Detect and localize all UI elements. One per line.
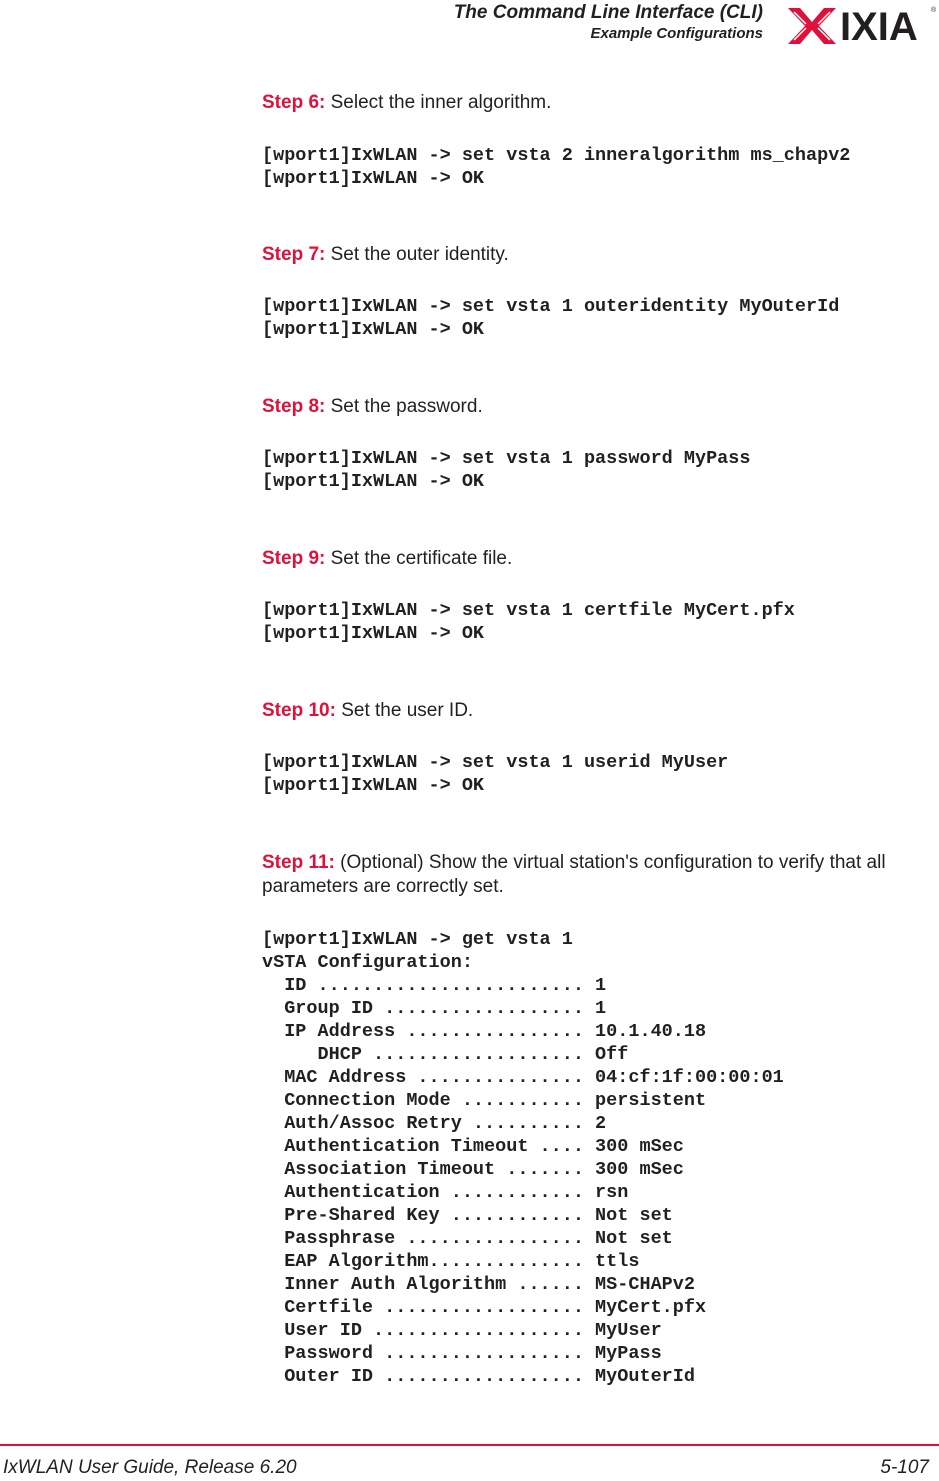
code-line: Authentication Timeout .... 300 mSec <box>262 1136 684 1157</box>
code-block <box>262 144 850 190</box>
code-block <box>262 751 728 797</box>
header-subtitle: Example Configurations <box>590 25 763 42</box>
step-instruction <box>262 547 922 571</box>
ixia-logo <box>786 2 938 46</box>
step-instruction <box>262 851 922 899</box>
step-label: Step 7: <box>262 244 326 265</box>
code-line: Auth/Assoc Retry .......... 2 <box>262 1113 607 1134</box>
code-line: Passphrase ................ Not set <box>262 1228 673 1249</box>
code-line: [wport1]IxWLAN -> OK <box>262 168 485 189</box>
ixia-x-mark-icon <box>788 8 836 44</box>
footer-page-number: 5-107 <box>880 1457 929 1478</box>
step-text: (Optional) Show the virtual station's configuration to verify that all parameters are correctly set. <box>262 852 886 897</box>
code-line: Authentication ............ rsn <box>262 1182 629 1203</box>
code-line: vSTA Configuration: <box>262 952 473 973</box>
code-line: EAP Algorithm.............. ttls <box>262 1251 640 1272</box>
code-line: [wport1]IxWLAN -> set vsta 1 password MyPass <box>262 448 751 469</box>
header-title: The Command Line Interface (CLI) <box>453 2 763 23</box>
step-label: Step 8: <box>262 396 326 417</box>
code-line: [wport1]IxWLAN -> set vsta 1 outeridentity MyOuterId <box>262 296 840 317</box>
code-line: [wport1]IxWLAN -> OK <box>262 319 485 340</box>
code-line: DHCP ................... Off <box>262 1044 629 1065</box>
code-line: Group ID .................. 1 <box>262 998 607 1019</box>
code-block <box>262 295 839 341</box>
step-text: Set the certificate file. <box>325 548 513 569</box>
step-label: Step 9: <box>262 548 326 569</box>
code-line: User ID ................... MyUser <box>262 1320 662 1341</box>
code-line: Outer ID .................. MyOuterId <box>262 1366 695 1387</box>
code-line: [wport1]IxWLAN -> OK <box>262 471 485 492</box>
footer-divider <box>0 1444 939 1446</box>
code-line: Association Timeout ....... 300 mSec <box>262 1159 684 1180</box>
step-instruction <box>262 91 922 115</box>
code-line: [wport1]IxWLAN -> get vsta 1 <box>262 929 573 950</box>
step-instruction <box>262 395 922 419</box>
code-block <box>262 599 795 645</box>
code-line: Certfile .................. MyCert.pfx <box>262 1297 707 1318</box>
logo-text: IXIA <box>840 5 918 46</box>
step-instruction <box>262 699 922 723</box>
step-label: Step 10: <box>262 700 336 721</box>
step-label: Step 6: <box>262 92 326 113</box>
code-line: MAC Address ............... 04:cf:1f:00:00:01 <box>262 1067 784 1088</box>
code-block <box>262 447 750 493</box>
step-text: Set the outer identity. <box>325 244 509 265</box>
code-line: Inner Auth Algorithm ...... MS-CHAPv2 <box>262 1274 695 1295</box>
code-line: ID ........................ 1 <box>262 975 607 996</box>
code-line: Connection Mode ........... persistent <box>262 1090 707 1111</box>
code-line: [wport1]IxWLAN -> OK <box>262 623 485 644</box>
code-line: Pre-Shared Key ............ Not set <box>262 1205 673 1226</box>
code-line: Password .................. MyPass <box>262 1343 662 1364</box>
step-text: Set the user ID. <box>335 700 474 721</box>
step-text: Select the inner algorithm. <box>325 92 552 113</box>
step-label: Step 11: <box>262 852 335 873</box>
step-text: Set the password. <box>325 396 483 417</box>
step-instruction <box>262 243 922 267</box>
code-line: IP Address ................ 10.1.40.18 <box>262 1021 707 1042</box>
footer-guide-title: IxWLAN User Guide, Release 6.20 <box>3 1457 297 1478</box>
code-line: [wport1]IxWLAN -> set vsta 1 userid MyUser <box>262 752 729 773</box>
code-line: [wport1]IxWLAN -> set vsta 1 certfile MyCert.pfx <box>262 600 795 621</box>
svg-text:®: ® <box>931 7 937 14</box>
code-line: [wport1]IxWLAN -> set vsta 2 inneralgorithm ms_chapv2 <box>262 145 851 166</box>
code-block <box>262 928 784 1388</box>
code-line: [wport1]IxWLAN -> OK <box>262 775 485 796</box>
